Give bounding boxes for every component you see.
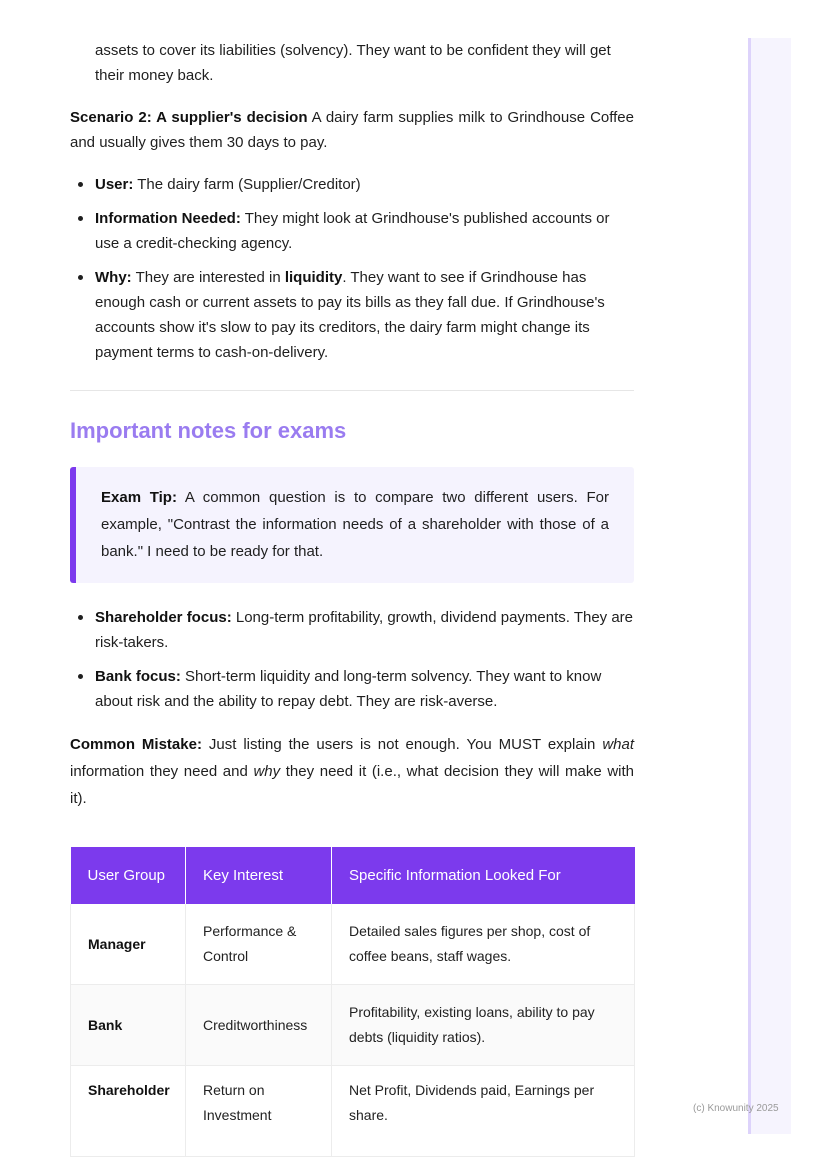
section-title: Important notes for exams bbox=[70, 418, 347, 443]
table-cell: Manager bbox=[71, 904, 186, 985]
exam-tip-callout bbox=[70, 467, 634, 583]
bullet-label: User: bbox=[95, 176, 134, 193]
table-row bbox=[71, 985, 635, 1066]
table-header: User Group bbox=[71, 847, 186, 904]
bullet-text: . They want to see if Grindhouse has enough cash or current assets to pay its bills as they fall due. If Grindhouse's accounts show it's slow to pay its creditors, the dairy farm might change its payment terms to cash-on-delivery. bbox=[95, 269, 605, 361]
users-table bbox=[70, 847, 635, 1157]
exam-tip-body: A common question is to compare two different users. For example, "Contrast the information needs of a shareholder with those of a bank." I need to be ready for that. bbox=[101, 489, 610, 560]
mistake-text: information they need and bbox=[70, 763, 248, 780]
table-cell: Return on Investment bbox=[186, 1066, 332, 1157]
list-item bbox=[70, 172, 634, 197]
list-item bbox=[70, 664, 634, 714]
section-divider bbox=[70, 390, 634, 391]
table-cell: Profitability, existing loans, ability to pay debts (liquidity ratios). bbox=[332, 985, 635, 1066]
table-header: Key Interest bbox=[186, 847, 332, 904]
list-item bbox=[70, 605, 634, 655]
mistake-emphasis: why bbox=[253, 763, 281, 780]
table-cell: Bank bbox=[71, 985, 186, 1066]
bullet-label: Why: bbox=[95, 269, 132, 286]
mistake-text: they need it (i.e., what decision they will make with it). bbox=[70, 763, 635, 807]
focus-list bbox=[70, 605, 634, 714]
table-header-row bbox=[71, 847, 635, 904]
table-cell: Performance & Control bbox=[186, 904, 332, 985]
bullet-text: Short-term liquidity and long-term solvency. They want to know about risk and the ability to repay debt. They are risk-averse. bbox=[95, 668, 602, 710]
common-mistake-label: Common Mistake: bbox=[70, 736, 202, 753]
bullet-emphasis: liquidity bbox=[284, 269, 343, 286]
bullet-text: The dairy farm (Supplier/Creditor) bbox=[137, 176, 361, 193]
exam-tip-label: Exam Tip: bbox=[101, 489, 177, 506]
scenario-2-text: A dairy farm supplies milk to Grindhouse Coffee and usually gives them 30 days to pay. bbox=[70, 109, 634, 151]
bullet-label: Bank focus: bbox=[95, 668, 181, 685]
mistake-emphasis: what bbox=[602, 736, 634, 753]
list-item bbox=[70, 206, 634, 256]
intro-paragraph: assets to cover its liabilities (solvency). They want to be confident they will get their money back. bbox=[95, 42, 611, 84]
table-header: Specific Information Looked For bbox=[332, 847, 635, 904]
exam-tip-text bbox=[101, 484, 609, 565]
table-row bbox=[71, 904, 635, 985]
bullet-text: They might look at Grindhouse's published accounts or use a credit-checking agency. bbox=[95, 210, 610, 252]
bullet-text: They are interested in bbox=[135, 269, 281, 286]
table-cell: Creditworthiness bbox=[186, 985, 332, 1066]
mistake-text: Just listing the users is not enough. You MUST explain bbox=[208, 736, 596, 753]
table-cell: Detailed sales figures per shop, cost of coffee beans, staff wages. bbox=[332, 904, 635, 985]
table-cell: Shareholder bbox=[71, 1066, 186, 1157]
page-side-panel bbox=[748, 38, 791, 1134]
scenario-2-paragraph bbox=[70, 105, 634, 155]
list-item bbox=[70, 265, 634, 365]
scenario-2-heading: Scenario 2: A supplier's decision bbox=[70, 109, 308, 126]
table-cell: Net Profit, Dividends paid, Earnings per share. bbox=[332, 1066, 635, 1157]
common-mistake-paragraph bbox=[70, 731, 634, 812]
copyright-footer: (c) Knowunity 2025 bbox=[693, 1103, 779, 1114]
scenario-2-list bbox=[70, 172, 634, 365]
document-body bbox=[70, 38, 634, 1157]
bullet-label: Shareholder focus: bbox=[95, 609, 232, 626]
table-row bbox=[71, 1066, 635, 1157]
bullet-text: Long-term profitability, growth, dividend payments. They are risk-takers. bbox=[95, 609, 634, 651]
bullet-label: Information Needed: bbox=[95, 210, 241, 227]
